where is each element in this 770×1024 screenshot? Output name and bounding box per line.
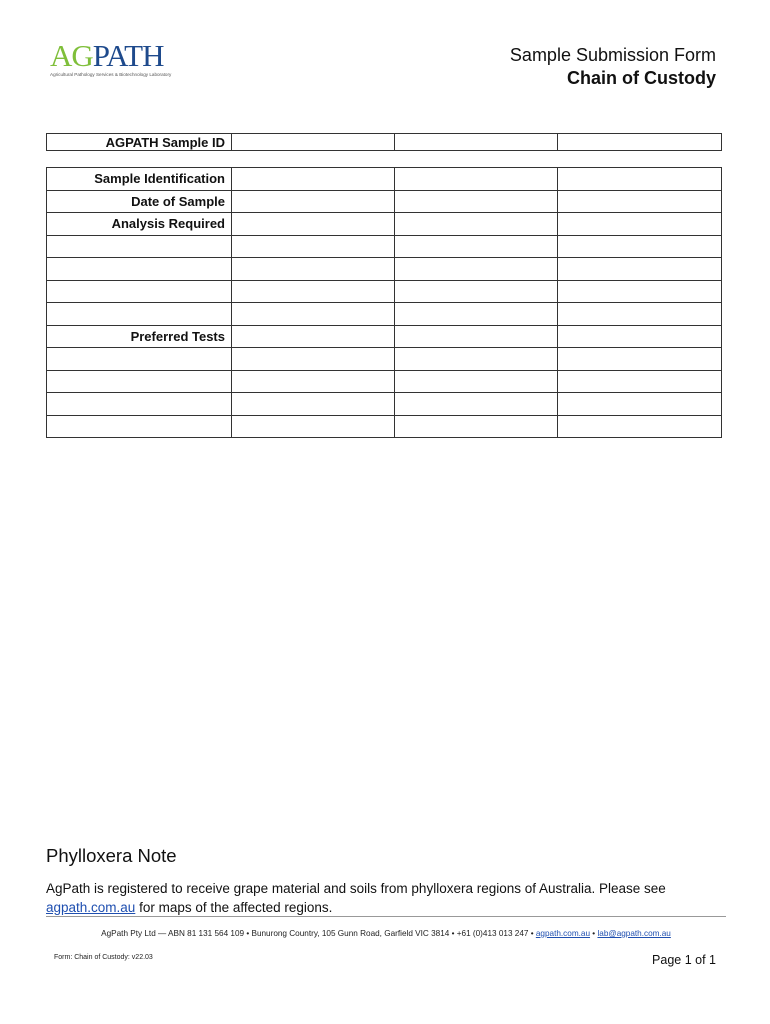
logo-ag: AG	[50, 38, 93, 73]
entry-cell-2[interactable]	[395, 258, 558, 281]
entry-cell-2[interactable]	[395, 370, 558, 393]
phylloxera-note-body	[46, 879, 726, 917]
entry-cell-3[interactable]	[558, 303, 722, 326]
row-label	[47, 348, 232, 371]
logo-tagline: Agricultural Pathology Services & Biotechnology Laboratory	[50, 72, 172, 77]
entry-cell-2[interactable]	[395, 213, 558, 236]
sample-detail-row	[47, 258, 722, 281]
entry-cell-1[interactable]	[232, 370, 395, 393]
entry-cell-3[interactable]	[558, 258, 722, 281]
row-label: Date of Sample	[47, 190, 232, 213]
row-label: Preferred Tests	[47, 325, 232, 348]
entry-cell-3[interactable]	[558, 168, 722, 191]
sample-detail-row	[47, 303, 722, 326]
entry-cell-1[interactable]	[232, 213, 395, 236]
entry-cell-3[interactable]	[558, 415, 722, 438]
sample-id-table	[46, 133, 722, 151]
form-title: Sample Submission Form	[509, 45, 716, 65]
sample-detail-row	[47, 370, 722, 393]
entry-cell-3[interactable]	[558, 325, 722, 348]
row-label	[47, 415, 232, 438]
sample-details-table	[46, 167, 722, 438]
row-label	[47, 280, 232, 303]
form-subtitle: Chain of Custody	[567, 68, 716, 88]
entry-cell-2[interactable]	[395, 190, 558, 213]
sample-id-row	[47, 134, 722, 151]
entry-cell-1[interactable]	[232, 258, 395, 281]
sample-id-field-1[interactable]	[232, 134, 395, 151]
row-label: Analysis Required	[47, 213, 232, 236]
sample-detail-row	[47, 393, 722, 416]
sample-detail-row	[47, 280, 722, 303]
entry-cell-1[interactable]	[232, 235, 395, 258]
entry-cell-3[interactable]	[558, 393, 722, 416]
entry-cell-1[interactable]	[232, 325, 395, 348]
entry-cell-3[interactable]	[558, 280, 722, 303]
footer-separator: •	[590, 929, 598, 938]
row-label	[47, 258, 232, 281]
sample-detail-row	[47, 168, 722, 191]
row-label	[47, 393, 232, 416]
row-label	[47, 235, 232, 258]
phylloxera-note-title: Phylloxera Note	[46, 845, 177, 866]
entry-cell-2[interactable]	[395, 393, 558, 416]
logo-path: PATH	[92, 38, 164, 73]
page-number: Page 1 of 1	[652, 953, 716, 967]
footer-divider	[46, 916, 726, 917]
entry-cell-1[interactable]	[232, 168, 395, 191]
entry-cell-1[interactable]	[232, 348, 395, 371]
entry-cell-2[interactable]	[395, 235, 558, 258]
entry-cell-3[interactable]	[558, 370, 722, 393]
sample-detail-row	[47, 190, 722, 213]
entry-cell-1[interactable]	[232, 280, 395, 303]
sample-detail-row	[47, 235, 722, 258]
note-text-end: for maps of the affected regions.	[135, 900, 333, 915]
sample-detail-row	[47, 348, 722, 371]
entry-cell-2[interactable]	[395, 348, 558, 371]
footer-contact	[46, 929, 726, 938]
footer-website-link[interactable]: agpath.com.au	[535, 929, 591, 938]
entry-cell-1[interactable]	[232, 415, 395, 438]
sample-detail-row	[47, 213, 722, 236]
row-label	[47, 303, 232, 326]
row-label	[47, 370, 232, 393]
entry-cell-2[interactable]	[395, 325, 558, 348]
entry-cell-2[interactable]	[395, 168, 558, 191]
entry-cell-3[interactable]	[558, 213, 722, 236]
logo-wordmark	[50, 40, 230, 71]
sample-id-field-2[interactable]	[395, 134, 558, 151]
entry-cell-2[interactable]	[395, 303, 558, 326]
entry-cell-3[interactable]	[558, 190, 722, 213]
sample-detail-row	[47, 325, 722, 348]
entry-cell-1[interactable]	[232, 303, 395, 326]
entry-cell-3[interactable]	[558, 235, 722, 258]
sample-id-field-3[interactable]	[558, 134, 722, 151]
agpath-logo	[50, 40, 230, 84]
note-text-start: AgPath is registered to receive grape material and soils from phylloxera regions of Australia. Please see	[46, 881, 666, 896]
entry-cell-1[interactable]	[232, 393, 395, 416]
row-label: Sample Identification	[47, 168, 232, 191]
agpath-website-link[interactable]: agpath.com.au	[46, 900, 136, 915]
entry-cell-3[interactable]	[558, 348, 722, 371]
entry-cell-2[interactable]	[395, 280, 558, 303]
footer-company: AgPath Pty Ltd — ABN 81 131 564 109 • Bunurong Country, 105 Gunn Road, Garfield VIC 3814 • +61 (0)413 013 247 •	[101, 929, 536, 938]
sample-id-label: AGPATH Sample ID	[47, 134, 232, 151]
form-header	[510, 44, 716, 90]
entry-cell-1[interactable]	[232, 190, 395, 213]
entry-cell-2[interactable]	[395, 415, 558, 438]
footer-email-link[interactable]: lab@agpath.com.au	[597, 929, 671, 938]
sample-detail-row	[47, 415, 722, 438]
form-version: Form: Chain of Custody: v22.03	[54, 954, 153, 961]
